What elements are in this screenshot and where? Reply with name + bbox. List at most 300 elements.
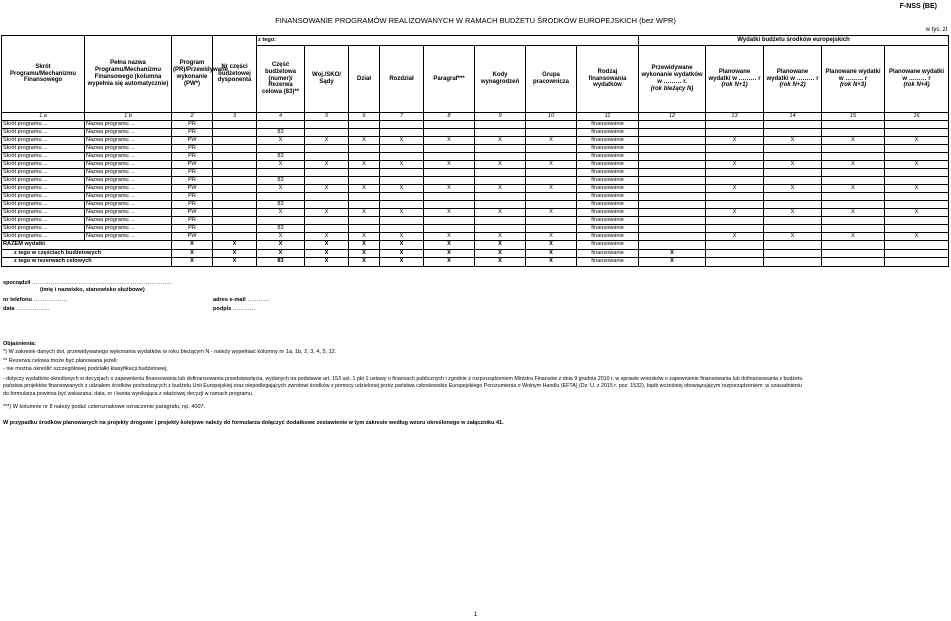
header-wydatki: Wydatki budżetu środków europejskich	[639, 36, 949, 46]
row-skrot: Skrót programu ...	[2, 137, 85, 145]
row-planned	[885, 153, 949, 161]
row-planned	[706, 153, 764, 161]
email-label: adres e-mail	[213, 297, 246, 303]
row-planned: X	[822, 233, 885, 241]
row-planned	[706, 193, 764, 201]
row-planned	[706, 217, 764, 225]
data-line	[3, 306, 50, 313]
row-x-cell	[526, 129, 577, 137]
row-nazwa: Nazwa programu ...	[85, 121, 172, 129]
summary-x: X	[349, 249, 380, 258]
row-przewidywane	[639, 225, 706, 233]
summary-planned	[706, 241, 764, 250]
row-planned: X	[764, 209, 822, 217]
row-x-cell	[475, 121, 526, 129]
row-planned	[822, 217, 885, 225]
row-planned	[764, 201, 822, 209]
row-nr-czesci	[213, 169, 257, 177]
summary-x: X	[213, 258, 257, 267]
row-x-cell	[349, 177, 380, 185]
row-skrot: Skrót programu ...	[2, 153, 85, 161]
summary-rodzaj: finansowanie	[577, 241, 639, 250]
note-2: ** Rezerwa celowa może być planowana jeżeli:	[3, 358, 118, 364]
row-x-cell: X	[526, 161, 577, 169]
row-planned	[764, 145, 822, 153]
summary-planned	[822, 258, 885, 267]
row-nr-czesci	[213, 153, 257, 161]
row-rodzaj: finansowanie	[577, 201, 639, 209]
row-type: PR	[172, 153, 213, 161]
sporzadzil-line	[3, 280, 172, 287]
table-row	[2, 161, 949, 169]
row-x-cell	[349, 201, 380, 209]
row-planned	[822, 177, 885, 185]
table-row	[2, 193, 949, 201]
table-row	[2, 169, 949, 177]
row-przewidywane	[639, 129, 706, 137]
row-x-cell	[424, 201, 475, 209]
table-row	[2, 153, 949, 161]
header-n3-text: Planowane wydatki w ……… r	[825, 68, 881, 82]
row-x-cell	[349, 217, 380, 225]
row-x-cell: X	[526, 209, 577, 217]
row-x-cell	[526, 153, 577, 161]
row-planned	[764, 153, 822, 161]
row-skrot: Skrót programu ...	[2, 225, 85, 233]
row-planned	[764, 217, 822, 225]
row-planned: X	[706, 161, 764, 169]
sporzadzil-dots: …………………………………………………………………	[31, 280, 172, 286]
row-planned: X	[764, 185, 822, 193]
email-line	[213, 297, 270, 304]
header-n3	[822, 46, 885, 113]
table-row	[2, 209, 949, 217]
email-dots: …………	[247, 297, 270, 303]
summary-planned	[885, 258, 949, 267]
row-nazwa: Nazwa programu ...	[85, 161, 172, 169]
row-x-cell: X	[380, 233, 424, 241]
summary-x: X	[213, 241, 257, 250]
summary-przewidywane: X	[639, 249, 706, 258]
row-x-cell	[526, 121, 577, 129]
telefon-line	[3, 297, 67, 304]
row-czesc: X	[257, 161, 305, 169]
row-x-cell: X	[349, 209, 380, 217]
summary-przewidywane	[639, 241, 706, 250]
row-nazwa: Nazwa programu ...	[85, 193, 172, 201]
row-nazwa: Nazwa programu ...	[85, 209, 172, 217]
row-nazwa: Nazwa programu ...	[85, 185, 172, 193]
summary-x: X	[475, 249, 526, 258]
column-number-row	[2, 113, 949, 121]
column-number: 4	[257, 113, 305, 121]
row-planned: X	[706, 233, 764, 241]
row-x-cell: X	[475, 185, 526, 193]
row-x-cell: X	[305, 137, 349, 145]
row-x-cell	[475, 129, 526, 137]
header-rodzaj: Rodzaj finansowania wydatków	[577, 46, 639, 113]
row-x-cell	[305, 201, 349, 209]
summary-row	[2, 249, 949, 258]
summary-row	[2, 241, 949, 250]
summary-czesc: X	[257, 241, 305, 250]
row-x-cell	[475, 201, 526, 209]
row-skrot: Skrót programu ...	[2, 177, 85, 185]
row-x-cell: X	[526, 185, 577, 193]
row-type: PW	[172, 161, 213, 169]
summary-planned	[706, 249, 764, 258]
header-nr-czesci: Nr części budżetowej dysponenta	[213, 36, 257, 113]
summary-przewidywane: X	[639, 258, 706, 267]
row-czesc: X	[257, 233, 305, 241]
notes-heading: Objaśnienia:	[3, 341, 37, 347]
row-planned	[764, 177, 822, 185]
row-x-cell: X	[305, 209, 349, 217]
row-nazwa: Nazwa programu ...	[85, 201, 172, 209]
row-planned	[764, 129, 822, 137]
data-label: data	[3, 306, 15, 312]
column-number: 1 a	[2, 113, 85, 121]
row-x-cell	[305, 121, 349, 129]
row-type: PR	[172, 225, 213, 233]
row-nr-czesci	[213, 185, 257, 193]
table-row	[2, 129, 949, 137]
column-number: 10	[526, 113, 577, 121]
row-rodzaj: finansowanie	[577, 177, 639, 185]
summary-x: X	[349, 241, 380, 250]
summary-x: X	[305, 249, 349, 258]
row-x-cell	[475, 217, 526, 225]
row-przewidywane	[639, 217, 706, 225]
summary-row	[2, 258, 949, 267]
table-row	[2, 217, 949, 225]
row-x-cell	[349, 129, 380, 137]
row-planned	[706, 145, 764, 153]
row-type: PR	[172, 193, 213, 201]
row-czesc	[257, 193, 305, 201]
column-number: 5	[305, 113, 349, 121]
row-x-cell	[380, 153, 424, 161]
row-planned: X	[706, 209, 764, 217]
summary-czesc: X	[257, 249, 305, 258]
summary-planned	[764, 258, 822, 267]
row-przewidywane	[639, 121, 706, 129]
summary-x: X	[380, 249, 424, 258]
row-x-cell: X	[349, 233, 380, 241]
row-rodzaj: finansowanie	[577, 161, 639, 169]
row-planned: X	[885, 185, 949, 193]
header-n2-year: (rok N+2)	[779, 82, 806, 89]
row-czesc	[257, 145, 305, 153]
column-number: 11	[577, 113, 639, 121]
row-planned	[885, 193, 949, 201]
row-rodzaj: finansowanie	[577, 233, 639, 241]
row-x-cell	[380, 193, 424, 201]
row-x-cell: X	[475, 209, 526, 217]
row-rodzaj: finansowanie	[577, 137, 639, 145]
header-n3-year: (rok N+3)	[839, 82, 867, 89]
row-rodzaj: finansowanie	[577, 225, 639, 233]
row-nr-czesci	[213, 145, 257, 153]
telefon-label: nr telefonu	[3, 297, 32, 303]
table-row	[2, 145, 949, 153]
row-nr-czesci	[213, 121, 257, 129]
row-x-cell: X	[424, 137, 475, 145]
row-type: PR	[172, 177, 213, 185]
row-x-cell	[424, 217, 475, 225]
row-planned	[764, 225, 822, 233]
row-nr-czesci	[213, 209, 257, 217]
row-x-cell	[475, 225, 526, 233]
row-przewidywane	[639, 145, 706, 153]
row-x-cell	[305, 217, 349, 225]
row-przewidywane	[639, 193, 706, 201]
row-przewidywane	[639, 209, 706, 217]
row-nr-czesci	[213, 225, 257, 233]
row-nr-czesci	[213, 177, 257, 185]
row-x-cell	[380, 225, 424, 233]
row-rodzaj: finansowanie	[577, 153, 639, 161]
row-skrot: Skrót programu ...	[2, 217, 85, 225]
row-x-cell: X	[305, 161, 349, 169]
column-number: 15	[822, 113, 885, 121]
row-type: PR	[172, 129, 213, 137]
row-przewidywane	[639, 233, 706, 241]
summary-planned	[764, 241, 822, 250]
row-x-cell	[526, 145, 577, 153]
row-x-cell: X	[475, 137, 526, 145]
row-x-cell: X	[349, 137, 380, 145]
header-przewidywane	[639, 46, 706, 113]
row-type: PW	[172, 233, 213, 241]
row-czesc: 83	[257, 225, 305, 233]
summary-label: z tego w rezerwach celowych	[2, 258, 172, 267]
row-x-cell	[526, 177, 577, 185]
row-planned: X	[885, 161, 949, 169]
row-type: PW	[172, 137, 213, 145]
header-paragraf: Paragraf***	[424, 46, 475, 113]
row-x-cell	[305, 169, 349, 177]
row-nr-czesci	[213, 217, 257, 225]
summary-planned	[706, 258, 764, 267]
summary-rodzaj: finansowanie	[577, 249, 639, 258]
column-number: 12	[639, 113, 706, 121]
header-pelna-nazwa: Pełna nazwa Programu/Mechanizmu Finansowego (kolumna wypełnia się automatycznie)	[85, 36, 172, 113]
row-planned: X	[822, 185, 885, 193]
note-4b: państwa projektów finansowanych z udziałem środków pochodzących z budżetu Unii Europejskiej oraz niepodlegających zwrotowi środków z pomocy udzielonej przez państwa członkowskie Europejskiego Porozumienia o Wolnym Handlu (EFTA) (Dz. U. z 2015 r. poz. 1532), bądź wcześniej obowiązującym rozporządzeniem: w uzasadnieniu	[3, 383, 802, 389]
column-number: 6	[349, 113, 380, 121]
summary-x: X	[305, 258, 349, 267]
row-x-cell	[475, 145, 526, 153]
row-planned	[822, 201, 885, 209]
row-x-cell	[305, 153, 349, 161]
header-przewidywane-year: (rok bieżący N)	[650, 85, 694, 92]
row-x-cell	[380, 145, 424, 153]
header-n1-text: Planowane wydatki w ……… r	[708, 68, 761, 82]
table-row	[2, 225, 949, 233]
unit-label: w tys. zł	[925, 27, 947, 33]
row-nr-czesci	[213, 137, 257, 145]
row-x-cell: X	[305, 185, 349, 193]
row-skrot: Skrót programu ...	[2, 201, 85, 209]
row-x-cell	[305, 193, 349, 201]
summary-x: X	[213, 249, 257, 258]
row-nazwa: Nazwa programu ...	[85, 169, 172, 177]
row-x-cell: X	[424, 209, 475, 217]
sporzadzil-label: sporządził	[3, 280, 31, 286]
financing-table	[1, 35, 949, 267]
column-number: 14	[764, 113, 822, 121]
row-x-cell	[424, 169, 475, 177]
imie-nazwisko-caption: (imię i nazwisko, stanowisko służbowe)	[40, 287, 145, 293]
row-planned	[822, 169, 885, 177]
column-number: 7	[380, 113, 424, 121]
row-planned	[885, 169, 949, 177]
header-row-1	[2, 36, 949, 46]
summary-x: X	[424, 249, 475, 258]
row-skrot: Skrót programu ...	[2, 209, 85, 217]
row-x-cell	[526, 201, 577, 209]
row-skrot: Skrót programu ...	[2, 169, 85, 177]
row-planned: X	[706, 137, 764, 145]
row-przewidywane	[639, 177, 706, 185]
row-x-cell	[424, 153, 475, 161]
row-x-cell: X	[380, 185, 424, 193]
row-planned	[764, 169, 822, 177]
row-nr-czesci	[213, 233, 257, 241]
column-number: 2	[172, 113, 213, 121]
row-planned	[885, 201, 949, 209]
row-type: PR	[172, 201, 213, 209]
row-type: PR	[172, 145, 213, 153]
row-x-cell: X	[424, 233, 475, 241]
row-x-cell	[349, 169, 380, 177]
header-kody: Kody wynagrodzeń	[475, 46, 526, 113]
row-type: PR	[172, 121, 213, 129]
row-x-cell	[380, 121, 424, 129]
row-planned: X	[822, 137, 885, 145]
row-czesc: 83	[257, 177, 305, 185]
data-dots: ………………	[16, 306, 50, 312]
row-planned: X	[885, 233, 949, 241]
row-skrot: Skrót programu ...	[2, 129, 85, 137]
row-planned	[822, 225, 885, 233]
row-x-cell	[526, 169, 577, 177]
form-code: F-NSS (BE)	[899, 3, 937, 10]
row-planned	[764, 121, 822, 129]
row-rodzaj: finansowanie	[577, 121, 639, 129]
row-skrot: Skrót programu ...	[2, 233, 85, 241]
row-x-cell	[380, 169, 424, 177]
row-skrot: Skrót programu ...	[2, 121, 85, 129]
row-x-cell	[349, 193, 380, 201]
podpis-label: podpis	[213, 306, 232, 312]
summary-planned	[885, 241, 949, 250]
row-x-cell	[349, 145, 380, 153]
row-planned: X	[885, 137, 949, 145]
header-rozdzial: Rozdział	[380, 46, 424, 113]
row-x-cell	[349, 225, 380, 233]
row-planned	[822, 145, 885, 153]
row-planned	[885, 121, 949, 129]
row-x-cell	[526, 225, 577, 233]
row-x-cell	[526, 193, 577, 201]
row-x-cell	[305, 129, 349, 137]
row-nr-czesci	[213, 201, 257, 209]
row-x-cell	[424, 121, 475, 129]
row-x-cell: X	[380, 209, 424, 217]
column-number: 1 b	[85, 113, 172, 121]
summary-czesc: 83	[257, 258, 305, 267]
row-x-cell: X	[424, 161, 475, 169]
summary-x: X	[380, 258, 424, 267]
row-nr-czesci	[213, 193, 257, 201]
telefon-dots: ………………	[33, 297, 68, 303]
summary-x: X	[424, 258, 475, 267]
summary-x: X	[526, 249, 577, 258]
row-x-cell	[305, 145, 349, 153]
summary-planned	[822, 249, 885, 258]
row-planned	[706, 201, 764, 209]
row-planned	[706, 129, 764, 137]
podpis-dots: …………	[232, 306, 256, 312]
row-planned: X	[885, 209, 949, 217]
row-x-cell	[475, 193, 526, 201]
note-4a: - dotyczy wydatków określonych w decyzjach o zapewnieniu finansowania lub dofinansowania przedsięwzięcia, wydanych na podstawie art. 153 ust. 1 pkt 1 ustawy o finansach publicznych i zgodnie z rozporządzeniem Ministra Finansów z dnia 9 grudnia 2010 r. w sprawie wniosków o zapewnienie finansowania lub dofinansowania z budżetu	[3, 376, 803, 382]
column-number: 9	[475, 113, 526, 121]
row-x-cell: X	[475, 161, 526, 169]
header-n4	[885, 46, 949, 113]
row-skrot: Skrót programu ...	[2, 161, 85, 169]
summary-x: X	[475, 241, 526, 250]
row-planned	[822, 129, 885, 137]
row-czesc	[257, 169, 305, 177]
row-nazwa: Nazwa programu ...	[85, 129, 172, 137]
summary-rodzaj: finansowanie	[577, 258, 639, 267]
row-planned	[764, 193, 822, 201]
row-rodzaj: finansowanie	[577, 169, 639, 177]
header-z-tego: z tego:	[257, 36, 639, 46]
row-x-cell	[380, 217, 424, 225]
row-x-cell: X	[380, 161, 424, 169]
row-planned	[706, 121, 764, 129]
summary-x: X	[172, 258, 213, 267]
note-5: ***) W kolumnie nr 8 należy podać czteroznakowe oznaczenie paragrafu, np. 4007.	[3, 404, 206, 410]
column-number: 8	[424, 113, 475, 121]
row-x-cell	[424, 177, 475, 185]
row-czesc	[257, 217, 305, 225]
row-type: PR	[172, 169, 213, 177]
summary-x: X	[172, 249, 213, 258]
row-czesc: X	[257, 209, 305, 217]
page-number: 1	[473, 612, 478, 618]
row-x-cell	[349, 121, 380, 129]
column-number: 16	[885, 113, 949, 121]
row-nr-czesci	[213, 161, 257, 169]
table-row	[2, 201, 949, 209]
row-x-cell: X	[424, 185, 475, 193]
row-nazwa: Nazwa programu ...	[85, 233, 172, 241]
row-skrot: Skrót programu ...	[2, 185, 85, 193]
row-x-cell: X	[305, 233, 349, 241]
row-planned	[885, 177, 949, 185]
row-x-cell	[424, 129, 475, 137]
row-planned	[885, 129, 949, 137]
row-nr-czesci	[213, 129, 257, 137]
summary-planned	[764, 249, 822, 258]
header-n1-year: (rok N+1)	[721, 82, 748, 89]
table-row	[2, 177, 949, 185]
